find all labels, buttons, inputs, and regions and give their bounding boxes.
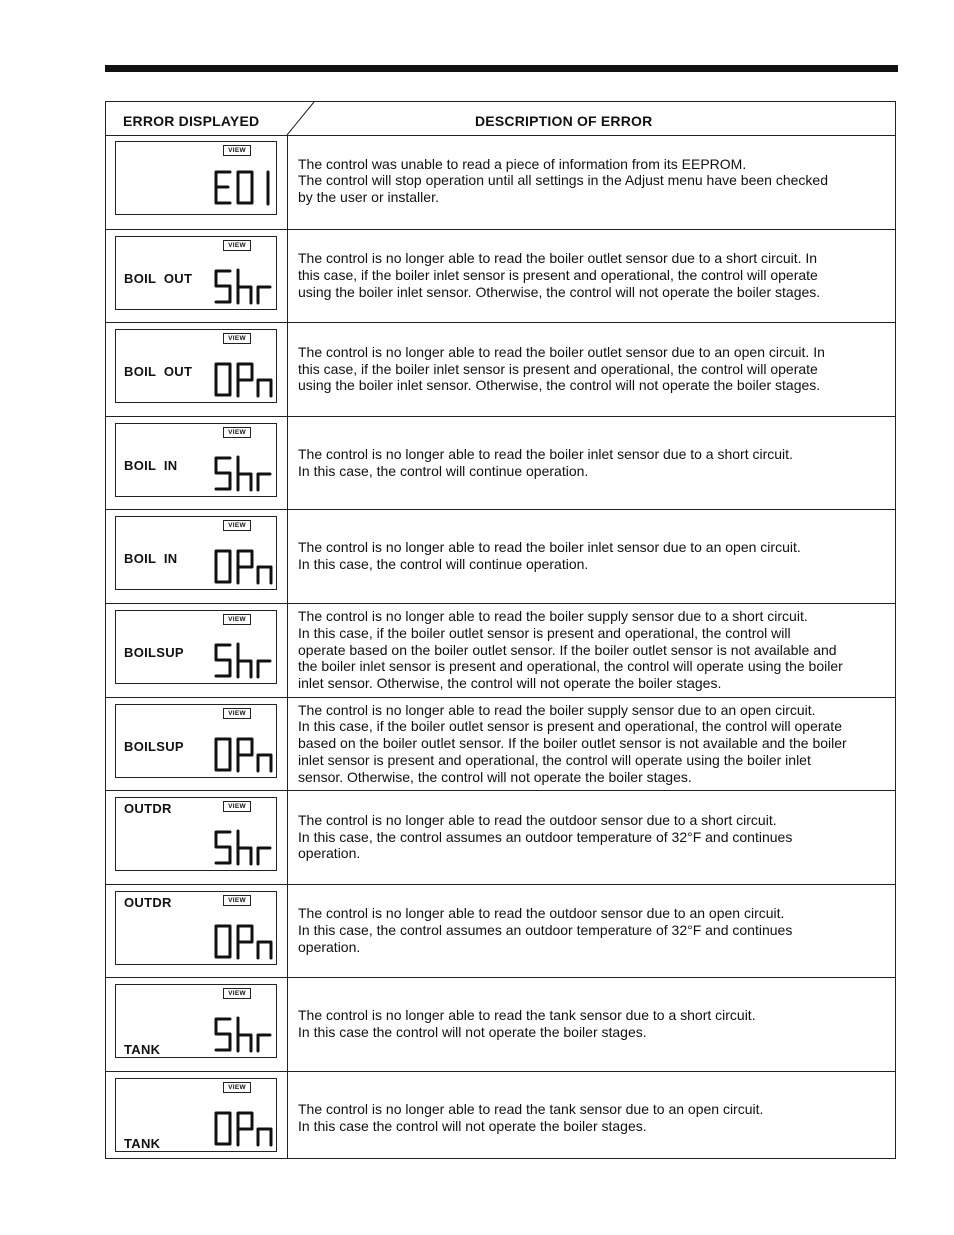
error-description [298,539,890,573]
lcd-label: OUTDR [124,801,172,817]
lcd-segment-code [208,168,276,208]
lcd-segment-code [208,641,276,681]
error-description [298,156,890,206]
error-description [298,1007,890,1041]
description-line: inlet sensor. Otherwise, the control will not operate the boiler stages. [298,675,722,692]
description-line: by the user or installer. [298,189,439,206]
lcd-display [115,891,277,965]
description-line: In this case, the control will continue operation. [298,556,589,573]
lcd-display [115,516,277,590]
error-description [298,905,890,955]
description-line: operation. [298,938,361,955]
top-rule [105,65,898,72]
description-line: The control is no longer able to read the tank sensor due to a short circuit. [298,1007,756,1024]
description-line: In this case the control will not operate the boiler stages. [298,1024,647,1041]
lcd-display [115,610,277,684]
error-description [298,446,890,480]
description-line: In this case, the control will continue operation. [298,462,589,479]
description-line: In this case the control will not operate the boiler stages. [298,1117,647,1134]
lcd-segment-code [208,454,276,494]
table-row [106,790,895,885]
description-line: based on the boiler outlet sensor. If the boiler outlet sensor is not available and the boiler [298,735,847,752]
table-row [106,697,895,792]
description-line: The control is no longer able to read the outdoor sensor due to a short circuit. [298,811,777,828]
lcd-label: OUTDR [124,894,172,910]
lcd-label: BOIL OUT [124,364,193,380]
description-line: The control is no longer able to read the boiler outlet sensor due to a short circuit. In [298,250,818,267]
table-row [106,135,895,229]
lcd-label: BOIL IN [124,457,178,473]
view-indicator: VIEW [223,895,251,906]
table-header [106,102,895,136]
view-indicator: VIEW [223,801,251,812]
description-line: The control is no longer able to read the boiler outlet sensor due to an open circuit. In [298,343,825,360]
lcd-display [115,423,277,497]
error-description [298,608,890,692]
description-line: In this case, if the boiler outlet sensor is present and operational, the control will operate [298,718,842,735]
lcd-segment-code [208,1015,276,1055]
lcd-display [115,141,277,215]
view-indicator: VIEW [223,708,251,719]
description-line: inlet sensor is present and operational, the control will operate using the boiler inlet [298,751,811,768]
description-line: The control will stop operation until all settings in the Adjust menu have been checked [298,172,828,189]
lcd-display [115,797,277,871]
description-header: DESCRIPTION OF ERROR [475,113,653,129]
view-indicator: VIEW [223,988,251,999]
description-line: this case, if the boiler inlet sensor is present and operational, the control will operate [298,266,818,283]
description-line: The control is no longer able to read the boiler inlet sensor due to a short circuit. [298,445,793,462]
lcd-display [115,1078,277,1152]
lcd-segment-code [208,1109,276,1149]
view-indicator: VIEW [223,520,251,531]
lcd-label: TANK [124,1042,161,1058]
lcd-label: BOILSUP [124,645,184,660]
lcd-label: BOIL IN [124,551,178,567]
lcd-segment-code [208,267,276,307]
lcd-label: TANK [124,1136,161,1151]
lcd-segment-code [208,828,276,868]
description-line: In this case, the control assumes an outdoor temperature of 32°F and continues [298,828,793,845]
error-description [298,250,890,300]
table-row [106,509,895,604]
lcd-segment-code [208,360,276,400]
view-indicator: VIEW [223,614,251,625]
error-description [298,702,890,786]
lcd-display [115,236,277,310]
description-line: In this case, if the boiler outlet sensor is present and operational, the control will [298,624,791,641]
lcd-label: BOILSUP [124,738,184,754]
description-line: In this case, the control assumes an outdoor temperature of 32°F and continues [298,922,793,939]
view-indicator: VIEW [223,145,251,156]
table-row [106,416,895,511]
description-line: operation. [298,845,361,862]
view-indicator: VIEW [223,333,251,344]
error-description [298,812,890,862]
table-row [106,977,895,1072]
description-line: sensor. Otherwise, the control will not operate the boiler stages. [298,768,692,785]
header-divider-diagonal [286,102,318,135]
description-line: using the boiler inlet sensor. Otherwise, the control will not operate the boiler stages. [298,377,821,394]
description-line: The control is no longer able to read the boiler supply sensor due to an open circuit. [298,701,816,718]
lcd-segment-code [208,547,276,587]
description-line: The control is no longer able to read the outdoor sensor due to an open circuit. [298,905,785,922]
view-indicator: VIEW [223,240,251,251]
description-line: the boiler inlet sensor is present and operational, the control will operate using the boiler [298,658,843,675]
description-line: The control was unable to read a piece of information from its EEPROM. [298,155,747,172]
error-table [105,101,896,1159]
lcd-label: BOIL OUT [124,270,193,286]
description-line: using the boiler inlet sensor. Otherwise, the control will not operate the boiler stages. [298,283,821,300]
view-indicator: VIEW [223,1082,251,1093]
table-row [106,229,895,324]
table-row [106,322,895,417]
description-line: operate based on the boiler outlet sensor. If the boiler outlet sensor is not available and [298,641,837,658]
lcd-segment-code [208,735,276,775]
lcd-display [115,984,277,1058]
view-indicator: VIEW [223,427,251,438]
lcd-display [115,329,277,403]
error-displayed-header: ERROR DISPLAYED [123,113,260,129]
lcd-display [115,704,277,778]
lcd-segment-code [208,922,276,962]
description-line: The control is no longer able to read the boiler inlet sensor due to an open circuit. [298,539,801,556]
table-row [106,884,895,979]
table-row [106,603,895,698]
description-line: The control is no longer able to read the tank sensor due to an open circuit. [298,1101,764,1117]
description-line: The control is no longer able to read the boiler supply sensor due to a short circuit. [298,608,808,624]
error-description [298,1101,890,1135]
description-line: this case, if the boiler inlet sensor is present and operational, the control will operate [298,360,818,377]
table-row [106,1071,895,1166]
error-description [298,344,890,394]
